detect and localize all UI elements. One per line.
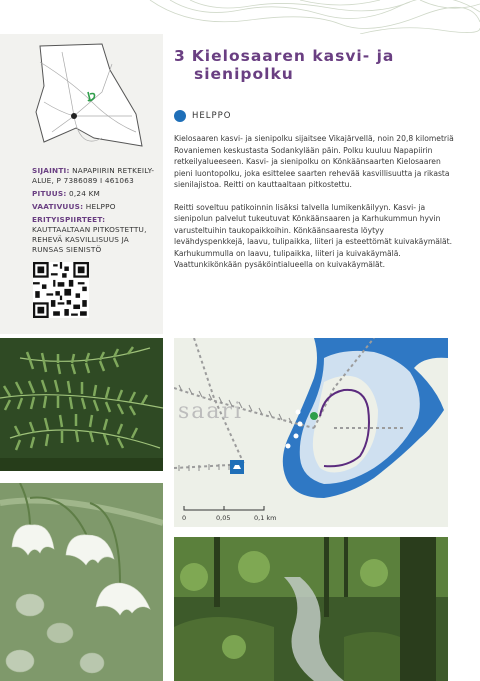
difficulty-text: HELPPO	[192, 111, 232, 121]
route-title-line1: Kielosaaren kasvi- ja	[191, 47, 395, 65]
difficulty-badge	[174, 109, 231, 123]
features-label: ERITYISPIIRTEET:	[32, 215, 106, 224]
forest-stream-photo	[174, 537, 448, 681]
locator-map	[32, 42, 144, 152]
route-title-line2: sienipolku	[194, 65, 294, 83]
parking-icon	[230, 460, 244, 474]
difficulty-dot-icon	[174, 110, 186, 122]
route-facts	[32, 166, 160, 258]
topographic-header	[0, 0, 480, 34]
scale-tick-2: 0,1 km	[254, 514, 277, 522]
description-paragraph-1: Kielosaaren kasvi- ja sienipolku sijaitsee Vikajärvellä, noin 20,8 kilometriä Rovaniemen keskustasta Sodankylään päin. Polku kuuluu Napapiirin retkeilyalueeseen. Kasvi- ja sienipolku on Könkäänsaarten Kielosaaren pieni luontopolku, joka esittelee saarten rehevää kasvillisuutta ja rikasta sienilajistoa. Reitti on kauttaaltaan pitkostettu.	[174, 134, 454, 189]
route-title	[174, 47, 464, 83]
location-value: NAPAPIIRIN RETKEILY-ALUE, P 7386089 I 461063	[32, 166, 155, 185]
features-value: KAUTTAALTAAN PITKOSTETTU, REHEVÄ KASVILLISUUS JA RUNSAS SIENISTÖ	[32, 225, 147, 254]
description-paragraph-2: Reitti soveltuu patikoinnin lisäksi talvella lumikenkäilyyn. Kasvi- ja sienipolun palvelut tukeutuvat Könkäänsaaren ja Karhukummun hyvin varusteltuihin taukopaikkoihin. Könkäänsaaresta löytyy levähdyspenkkejä, laavu, tulipaikka, liiteri ja esteettömät kuivakäymälät. Karhukummulla on laavu, tulipaikka, liiteri ja kuivakäymälä. Vaattunkikönkään pysäköintialueella on kuivakäymälät.	[174, 202, 453, 269]
qr-code[interactable]	[33, 262, 89, 318]
route-description	[174, 133, 456, 282]
lily-of-the-valley-photo	[0, 483, 163, 681]
location-dot	[71, 113, 77, 119]
map-place-label: saari	[178, 399, 244, 424]
scale-tick-1: 0,05	[216, 514, 231, 522]
difficulty-label: VAATIVUUS:	[32, 202, 84, 211]
trail-map[interactable]	[174, 338, 448, 527]
length-label: PITUUS:	[32, 189, 67, 198]
difficulty-value: HELPPO	[85, 202, 116, 211]
location-label: SIJAINTI:	[32, 166, 70, 175]
fern-photo	[0, 338, 163, 471]
route-start-icon	[310, 412, 318, 420]
length-value: 0,24 KM	[69, 189, 101, 198]
route-number: 3	[174, 47, 186, 65]
scale-tick-0: 0	[182, 514, 187, 522]
